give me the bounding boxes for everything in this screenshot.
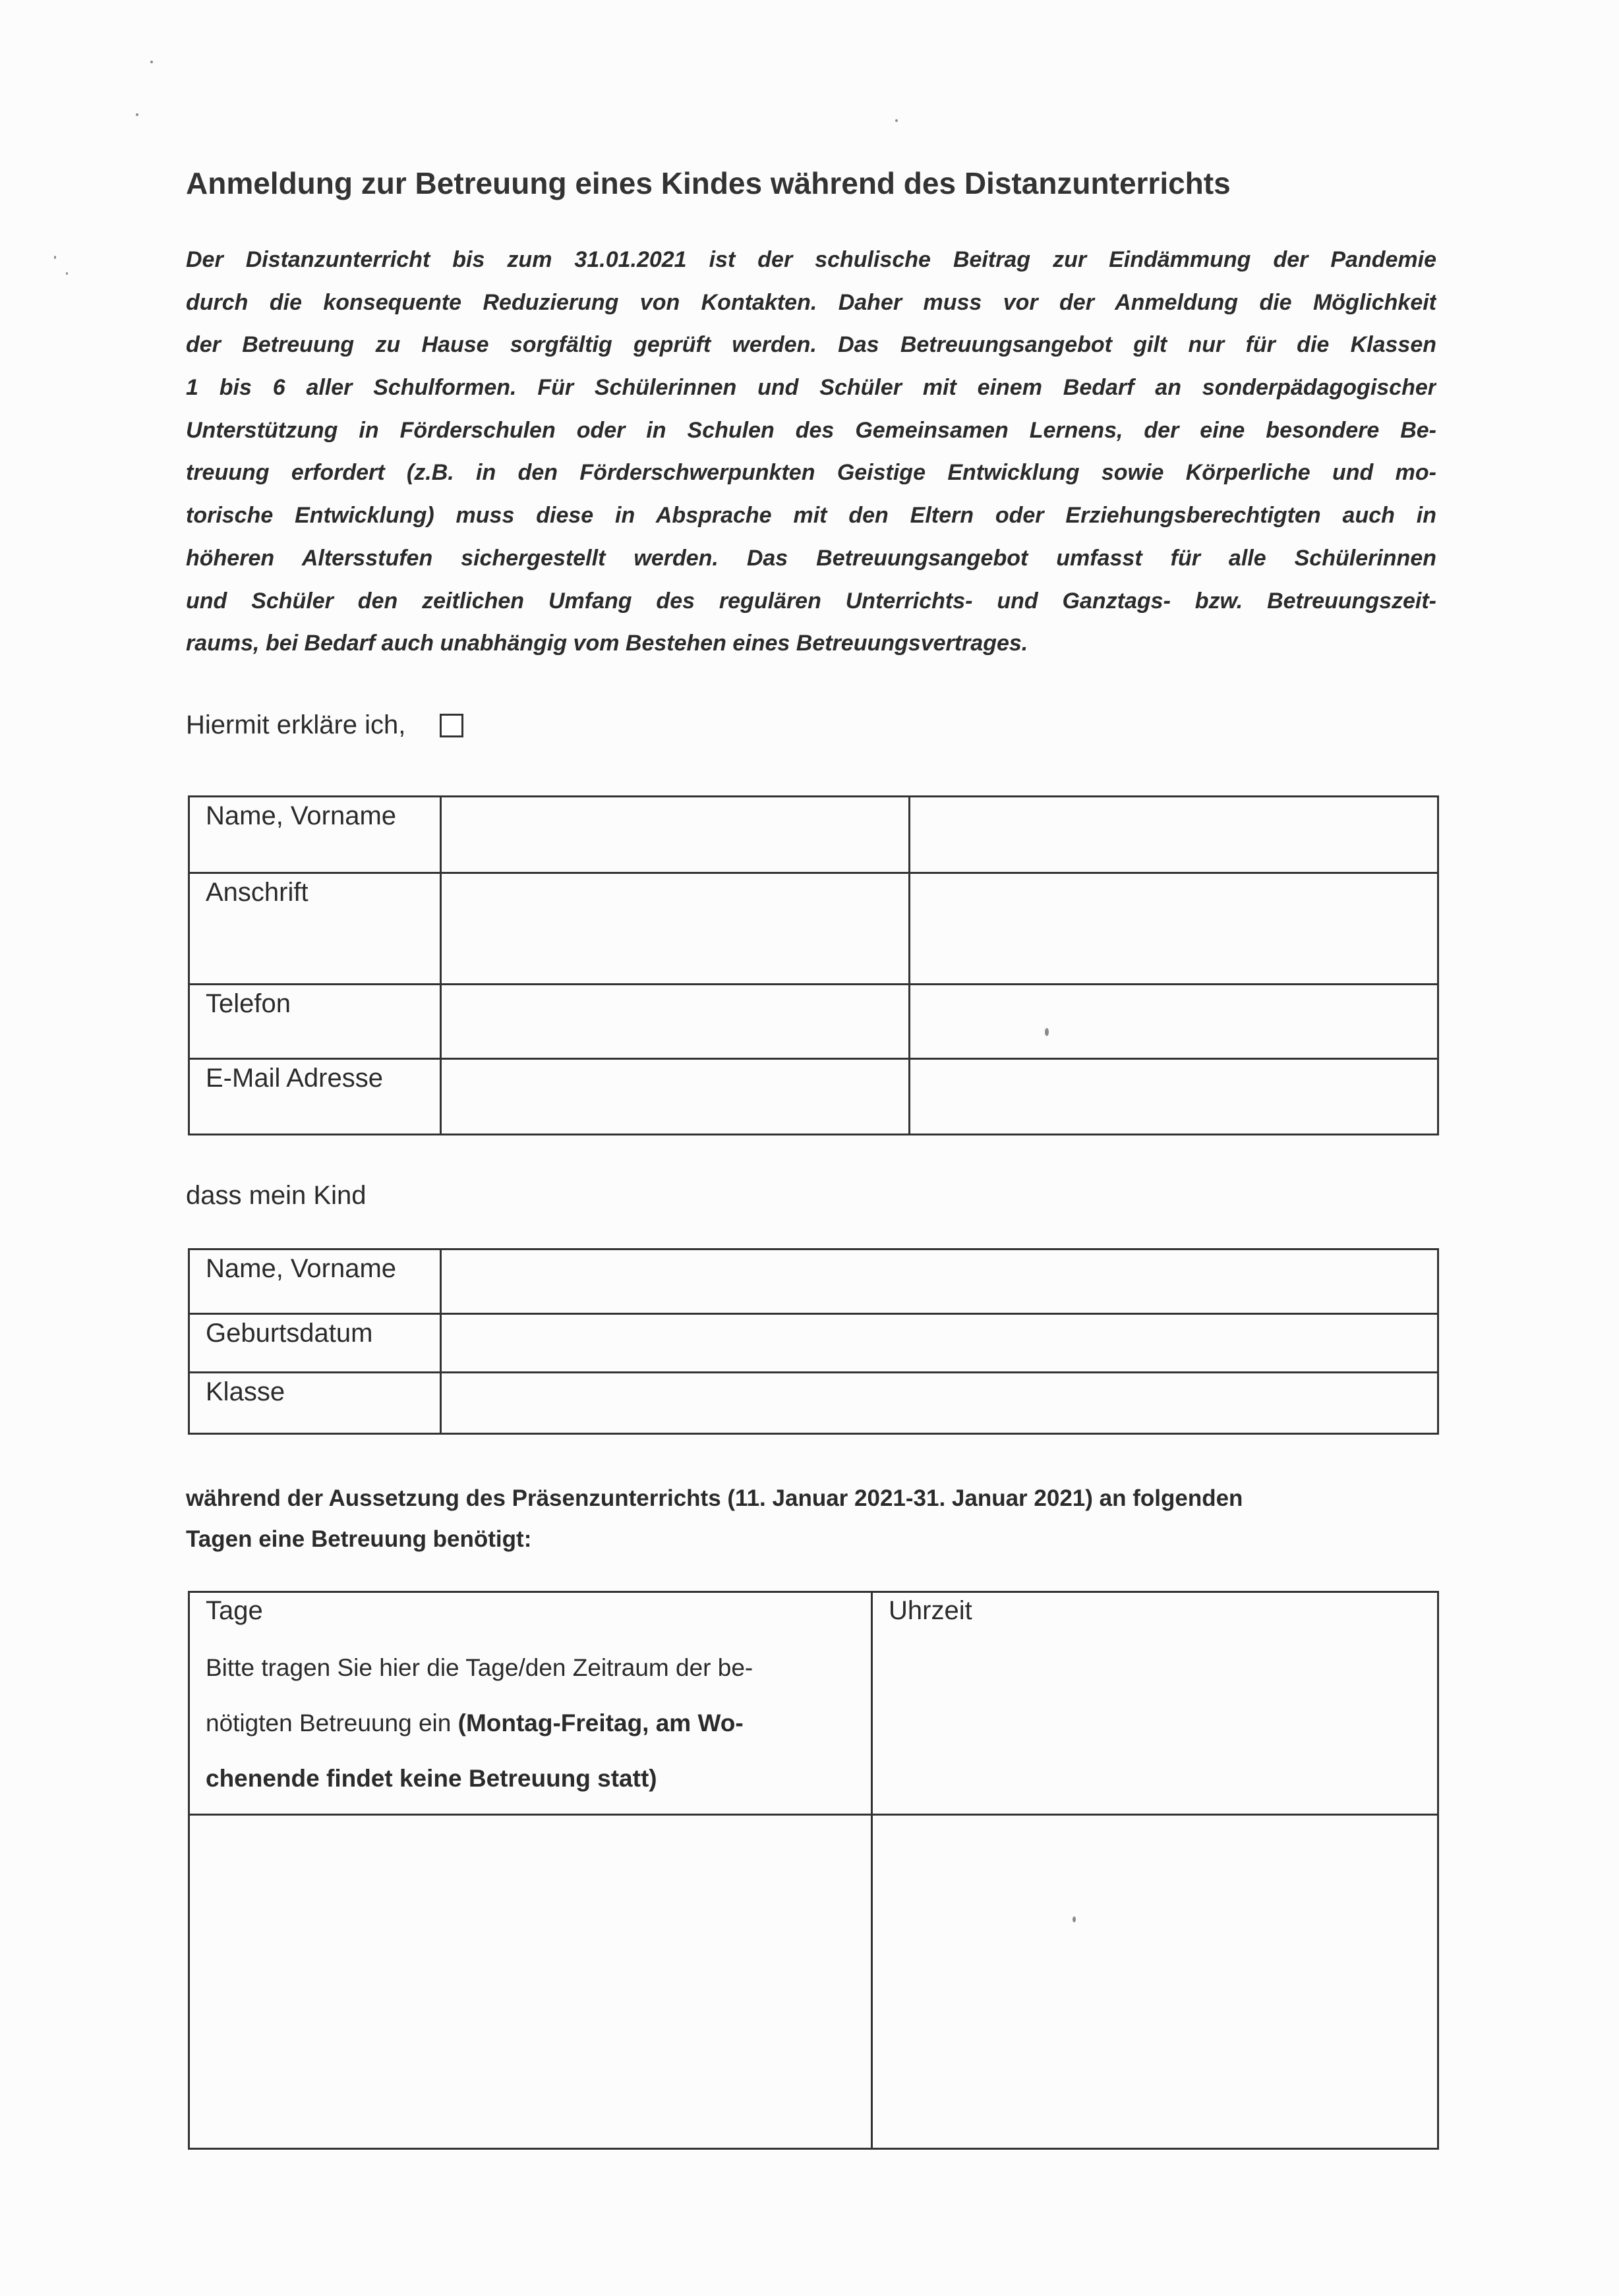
time-header: Uhrzeit (889, 1596, 972, 1625)
days-header: Tage (206, 1596, 263, 1625)
child-table (188, 1248, 1439, 1435)
days-instructions (206, 1640, 871, 1806)
time-entry-field[interactable] (872, 1815, 1438, 2149)
table-row (189, 873, 1438, 985)
guardian-phone-field-2[interactable] (910, 985, 1438, 1059)
days-header-cell (189, 1592, 872, 1815)
days-entry-field[interactable] (189, 1815, 872, 2149)
intro-line: Unterstützung in Förderschulen oder in Schulen des Gemeinsamen Lernens, der eine besondere Be- (186, 417, 1436, 443)
guardian-email-field-1[interactable] (441, 1059, 910, 1135)
scan-speck (895, 119, 898, 122)
table-row (189, 1059, 1438, 1135)
guardian-address-label: Anschrift (189, 873, 441, 985)
table-row (189, 985, 1438, 1059)
guardian-address-field-2[interactable] (910, 873, 1438, 985)
instruction-line (206, 1751, 871, 1806)
table-row (189, 1249, 1438, 1314)
period-text (186, 1478, 1243, 1560)
child-birthdate-label: Geburtsdatum (189, 1314, 441, 1373)
guardian-phone-field-1[interactable] (441, 985, 910, 1059)
scan-speck (136, 113, 138, 116)
instruction-text: Bitte tragen Sie hier die Tage/den Zeitraum der be- (206, 1654, 753, 1681)
intro-line: torische Entwicklung) muss diese in Absprache mit den Eltern oder Erziehungsberechtigten auch in (186, 503, 1436, 529)
guardian-address-field-1[interactable] (441, 873, 910, 985)
table-row (189, 797, 1438, 873)
instruction-text: nötigten Betreuung ein (206, 1709, 458, 1736)
declaration-text: Hiermit erkläre ich, (186, 710, 406, 739)
page-title: Anmeldung zur Betreuung eines Kindes während des Distanzunterrichts (186, 166, 1231, 200)
table-row (189, 1314, 1438, 1373)
intro-line: 1 bis 6 aller Schulformen. Für Schülerinnen und Schüler mit einem Bedarf an sonderpädagogischer (186, 375, 1436, 401)
instruction-line (206, 1696, 871, 1751)
instruction-bold-text: (Montag-Freitag, am Wo- (457, 1709, 744, 1736)
table-row (189, 1815, 1438, 2149)
schedule-table (188, 1591, 1439, 2150)
guardian-table (188, 795, 1439, 1135)
intro-line: der Betreuung zu Hause sorgfältig geprüft werden. Das Betreuungsangebot gilt nur für die Klassen (186, 332, 1436, 358)
intro-paragraph (186, 239, 1436, 665)
intro-line: treuung erfordert (z.B. in den Förderschwerpunkten Geistige Entwicklung sowie Körperliche und mo- (186, 460, 1436, 486)
declaration-checkbox[interactable] (440, 714, 463, 737)
scan-speck (54, 256, 56, 259)
guardian-name-field-1[interactable] (441, 797, 910, 873)
period-line: während der Aussetzung des Präsenzunterrichts (11. Januar 2021-31. Januar 2021) an folgenden (186, 1485, 1243, 1511)
intro-line: raums, bei Bedarf auch unabhängig vom Bestehen eines Betreuungsvertrages. (186, 631, 1028, 656)
intro-line: durch die konsequente Reduzierung von Kontakten. Daher muss vor der Anmeldung die Möglichkeit (186, 289, 1436, 315)
table-row (189, 1592, 1438, 1815)
intro-line: Der Distanzunterricht bis zum 31.01.2021 ist der schulische Beitrag zur Eindämmung der Pandemie (186, 247, 1436, 272)
child-intro-text: dass mein Kind (186, 1181, 367, 1210)
period-line: Tagen eine Betreuung benötigt: (186, 1526, 532, 1552)
instruction-bold-text: chenende findet keine Betreuung statt) (206, 1765, 657, 1792)
guardian-email-label: E-Mail Adresse (189, 1059, 441, 1135)
scan-speck (66, 272, 68, 275)
scan-speck (1073, 1916, 1076, 1922)
guardian-name-label: Name, Vorname (189, 797, 441, 873)
table-row (189, 1373, 1438, 1434)
scan-speck (150, 61, 153, 63)
guardian-name-field-2[interactable] (910, 797, 1438, 873)
child-class-field[interactable] (441, 1373, 1438, 1434)
intro-line: höheren Altersstufen sichergestellt werden. Das Betreuungsangebot umfasst für alle Schülerinnen (186, 545, 1436, 571)
child-birthdate-field[interactable] (441, 1314, 1438, 1373)
scan-speck (1045, 1028, 1049, 1036)
guardian-email-field-2[interactable] (910, 1059, 1438, 1135)
intro-line: und Schüler den zeitlichen Umfang des regulären Unterrichts- und Ganztags- bzw. Betreuungszeit- (186, 588, 1436, 614)
child-name-label: Name, Vorname (189, 1249, 441, 1314)
child-class-label: Klasse (189, 1373, 441, 1434)
instruction-line (206, 1640, 871, 1696)
time-header-cell (872, 1592, 1438, 1815)
child-name-field[interactable] (441, 1249, 1438, 1314)
guardian-phone-label: Telefon (189, 985, 441, 1059)
